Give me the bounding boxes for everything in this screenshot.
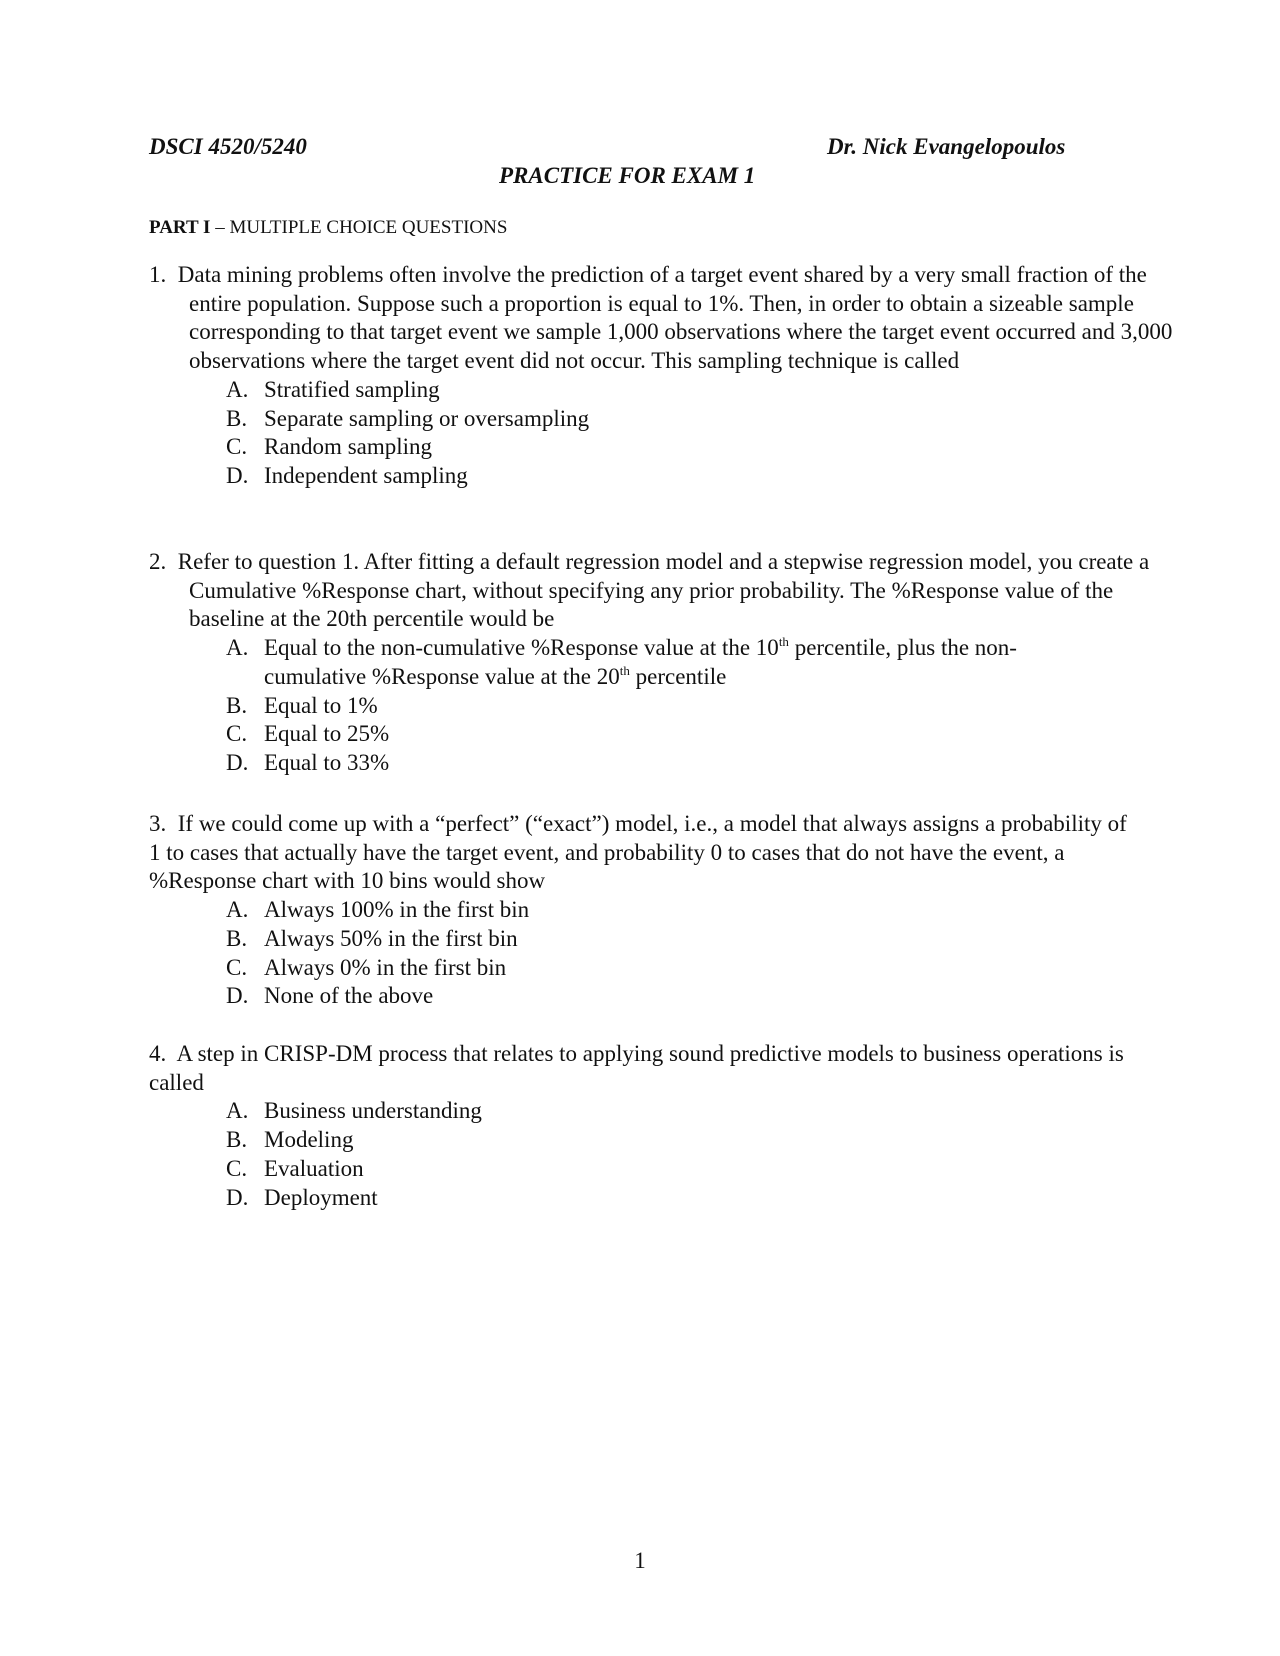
option-text: Modeling (264, 1127, 354, 1153)
part-name: MULTIPLE CHOICE QUESTIONS (229, 217, 508, 238)
option-letter: A. (226, 376, 249, 402)
part-heading (149, 217, 507, 239)
option-text-part: percentile, plus the non-cumulative %Response value at the 20 (264, 635, 1017, 689)
option-b (149, 925, 1149, 954)
option-text: None of the above (264, 983, 434, 1009)
option-letter: A. (226, 897, 249, 923)
option-c (149, 1155, 1149, 1184)
option-letter: B. (226, 692, 248, 718)
question-1 (149, 261, 1173, 491)
option-list (149, 896, 1149, 1011)
option-text: Deployment (264, 1184, 378, 1210)
option-text: Random sampling (264, 434, 433, 460)
question-2 (149, 548, 1149, 778)
question-number: 4. (149, 1041, 167, 1066)
option-letter: C. (226, 434, 248, 460)
question-number: 1. (149, 262, 167, 287)
part-separator: – (210, 217, 230, 238)
option-letter: C. (226, 1155, 248, 1181)
page-title: PRACTICE FOR EXAM 1 (499, 163, 756, 188)
option-c (149, 954, 1149, 983)
option-a (149, 634, 1149, 691)
option-letter: C. (226, 721, 248, 747)
page-number: 1 (634, 1548, 646, 1573)
option-d (149, 749, 1149, 778)
option-a (149, 896, 1149, 925)
option-d (149, 462, 1149, 491)
option-letter: C. (226, 954, 248, 980)
option-list (149, 634, 1149, 778)
option-text: Stratified sampling (264, 376, 440, 402)
option-b (149, 1126, 1149, 1155)
part-label: PART I (149, 217, 211, 238)
option-letter: D. (226, 462, 249, 488)
option-c (149, 433, 1149, 462)
option-d (149, 982, 1149, 1011)
option-letter: D. (226, 749, 249, 775)
question-stem (149, 1040, 1134, 1097)
ordinal-superscript: th (619, 662, 630, 678)
option-a (149, 1097, 1149, 1126)
option-letter: A. (226, 1098, 249, 1124)
option-list (149, 376, 1149, 491)
instructor-name: Dr. Nick Evangelopoulos (827, 134, 1066, 159)
option-text: Separate sampling or oversampling (264, 405, 590, 431)
option-text: Evaluation (264, 1155, 364, 1181)
option-text: Equal to 1% (264, 692, 378, 718)
option-letter: A. (226, 635, 249, 661)
option-b (149, 405, 1149, 434)
question-number: 3. (149, 811, 167, 836)
option-c (149, 720, 1149, 749)
question-text: Data mining problems often involve the prediction of a target event shared by a very small fraction of the entire population. Suppose such a proportion is equal to 1%. Then, in order to obtain a sizeable sample corresponding to that target event we sample 1,000 observations where the target event occurred and 3,000 observations where the target event did not occur. This sampling technique is called (177, 262, 1173, 374)
option-letter: D. (226, 1184, 249, 1210)
option-text: Business understanding (264, 1098, 482, 1124)
option-text: Always 100% in the first bin (264, 897, 530, 923)
question-stem (149, 810, 1134, 896)
question-stem (149, 261, 1174, 376)
option-d (149, 1184, 1149, 1213)
option-text: Independent sampling (264, 462, 468, 488)
question-number: 2. (149, 549, 167, 574)
option-b (149, 692, 1149, 721)
option-text: Equal to 33% (264, 749, 390, 775)
option-text-part: Equal to the non-cumulative %Response value at the 10 (264, 635, 779, 661)
question-stem (149, 548, 1174, 634)
course-code: DSCI 4520/5240 (149, 134, 307, 159)
question-text: If we could come up with a “perfect” (“exact”) model, i.e., a model that always assigns a probability of 1 to cases that actually have the target event, and probability 0 to cases that do not have the event, a %Response chart with 10 bins would show (149, 811, 1127, 894)
option-text (226, 634, 1084, 691)
option-letter: B. (226, 925, 248, 951)
option-text: Equal to 25% (264, 721, 390, 747)
ordinal-superscript: th (778, 634, 789, 650)
question-3 (149, 810, 1149, 1011)
option-a (149, 376, 1149, 405)
option-letter: B. (226, 405, 248, 431)
option-letter: B. (226, 1127, 248, 1153)
question-text: Refer to question 1. After fitting a default regression model and a stepwise regression model, you create a Cumulative %Response chart, without specifying any prior probability. The %Response value of the baseline at the 20th percentile would be (177, 549, 1150, 632)
option-text: Always 0% in the first bin (264, 954, 507, 980)
option-list (149, 1097, 1149, 1212)
option-letter: D. (226, 983, 249, 1009)
option-text-part: percentile (629, 663, 727, 689)
question-text: A step in CRISP-DM process that relates to applying sound predictive models to business operations is called (149, 1041, 1124, 1095)
question-4 (149, 1040, 1149, 1212)
option-text: Always 50% in the first bin (264, 925, 518, 951)
